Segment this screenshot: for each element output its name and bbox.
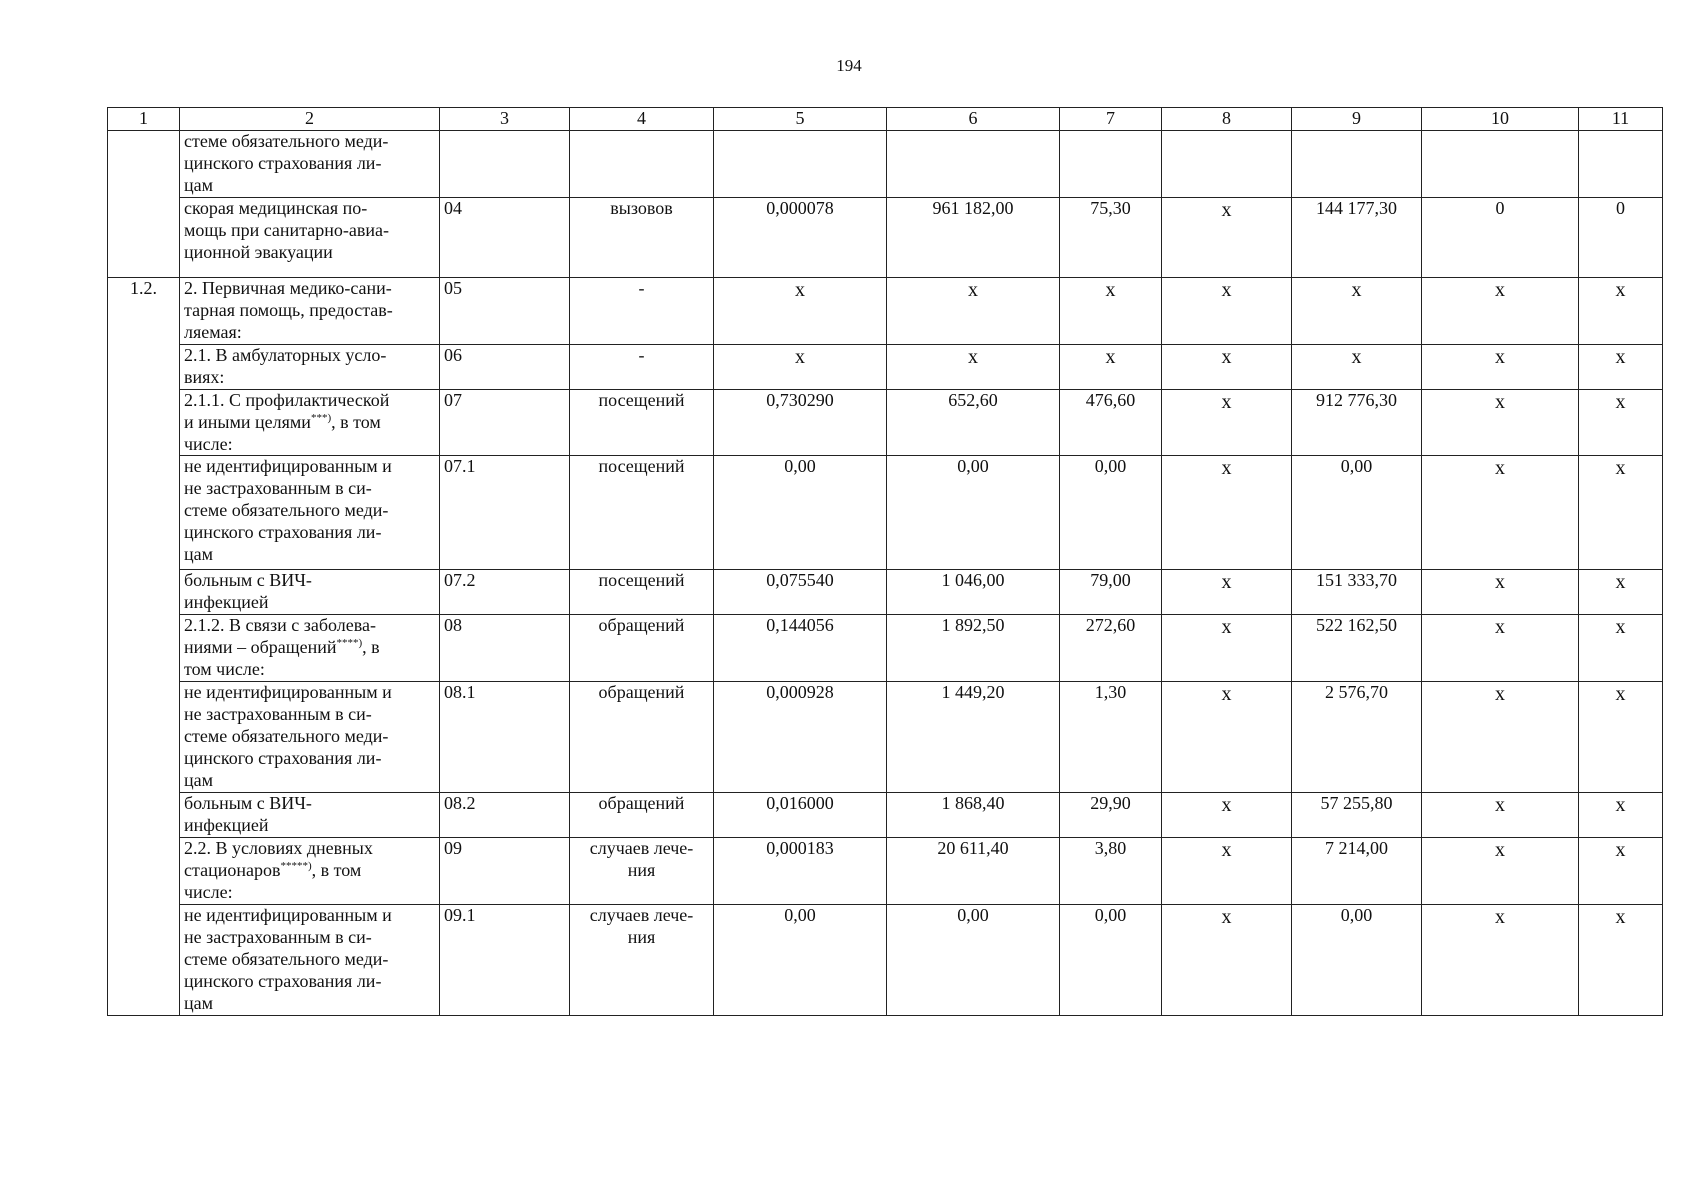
value-cell-col-8: х	[1162, 793, 1292, 838]
section-number-cell: 1.2.	[108, 277, 180, 1015]
value-cell-col-7: 3,80	[1060, 837, 1162, 904]
value-cell-col-7: 0,00	[1060, 904, 1162, 1015]
value-cell-col-11: х	[1579, 793, 1663, 838]
row-code-cell: 08	[440, 615, 570, 682]
value-cell-col-11: х	[1579, 837, 1663, 904]
value-cell-col-8: х	[1162, 344, 1292, 389]
row-unit-cell: случаев лече- ния	[570, 904, 714, 1015]
value-cell-col-6: 961 182,00	[887, 197, 1060, 277]
table-row	[108, 456, 1663, 570]
value-cell-col-8: х	[1162, 570, 1292, 615]
value-cell-col-6: 20 611,40	[887, 837, 1060, 904]
table-body	[108, 131, 1663, 1016]
value-cell-col-6: 0,00	[887, 904, 1060, 1015]
value-cell-col-5: 0,730290	[714, 389, 887, 456]
value-cell-col-7: 476,60	[1060, 389, 1162, 456]
row-name-cell: не идентифицированным и не застрахованным в си- стеме обязательного меди- цинского страхования ли- цам	[180, 904, 440, 1015]
value-cell-col-9: 151 333,70	[1292, 570, 1422, 615]
value-cell-col-7: 79,00	[1060, 570, 1162, 615]
column-header: 7	[1060, 108, 1162, 131]
value-cell-col-10: х	[1422, 793, 1579, 838]
row-unit-cell: посещений	[570, 456, 714, 570]
value-cell-col-11: х	[1579, 615, 1663, 682]
value-cell-col-10: 0	[1422, 197, 1579, 277]
value-cell-col-7: 29,90	[1060, 793, 1162, 838]
row-unit-cell: посещений	[570, 389, 714, 456]
value-cell-col-8: х	[1162, 456, 1292, 570]
row-unit-cell: обращений	[570, 793, 714, 838]
value-cell-col-5: 0,00	[714, 456, 887, 570]
value-cell-col-10: х	[1422, 277, 1579, 344]
column-header: 11	[1579, 108, 1663, 131]
row-name-cell: 2.1.1. С профилактической и иными целями***), в том числе:	[180, 389, 440, 456]
value-cell-col-10: х	[1422, 904, 1579, 1015]
value-cell-col-11: 0	[1579, 197, 1663, 277]
row-name-cell: 2.2. В условиях дневных стационаров*****), в том числе:	[180, 837, 440, 904]
value-cell-col-9: 522 162,50	[1292, 615, 1422, 682]
value-cell-col-7: 1,30	[1060, 682, 1162, 793]
value-cell-col-9: 2 576,70	[1292, 682, 1422, 793]
row-unit-cell: обращений	[570, 682, 714, 793]
table-row	[108, 904, 1663, 1015]
value-cell-col-5	[714, 131, 887, 198]
value-cell-col-8: х	[1162, 197, 1292, 277]
table-row	[108, 344, 1663, 389]
value-cell-col-10: х	[1422, 570, 1579, 615]
value-cell-col-8: х	[1162, 837, 1292, 904]
column-header: 5	[714, 108, 887, 131]
row-name-cell: скорая медицинская по- мощь при санитарно-авиа- ционной эвакуации	[180, 197, 440, 277]
value-cell-col-11	[1579, 131, 1663, 198]
value-cell-col-5: 0,016000	[714, 793, 887, 838]
value-cell-col-9: 0,00	[1292, 456, 1422, 570]
row-name-cell: больным с ВИЧ- инфекцией	[180, 570, 440, 615]
value-cell-col-5: 0,000078	[714, 197, 887, 277]
row-code-cell: 06	[440, 344, 570, 389]
row-unit-cell: обращений	[570, 615, 714, 682]
value-cell-col-5: 0,144056	[714, 615, 887, 682]
value-cell-col-6: 652,60	[887, 389, 1060, 456]
row-code-cell: 07.2	[440, 570, 570, 615]
value-cell-col-8: х	[1162, 277, 1292, 344]
value-cell-col-11: х	[1579, 389, 1663, 456]
table-row	[108, 389, 1663, 456]
row-code-cell: 08.2	[440, 793, 570, 838]
row-name-cell: 2.1. В амбулаторных усло- виях:	[180, 344, 440, 389]
section-number-cell	[108, 131, 180, 278]
value-cell-col-10: х	[1422, 682, 1579, 793]
row-code-cell: 09.1	[440, 904, 570, 1015]
table-row	[108, 837, 1663, 904]
value-cell-col-5: 0,000928	[714, 682, 887, 793]
row-code-cell: 09	[440, 837, 570, 904]
row-name-cell: стеме обязательного меди- цинского страхования ли- цам	[180, 131, 440, 198]
row-unit-cell: посещений	[570, 570, 714, 615]
value-cell-col-6: х	[887, 277, 1060, 344]
value-cell-col-7: х	[1060, 277, 1162, 344]
value-cell-col-9: х	[1292, 344, 1422, 389]
data-table	[107, 107, 1663, 1016]
value-cell-col-5: х	[714, 344, 887, 389]
row-name-cell: не идентифицированным и не застрахованным в си- стеме обязательного меди- цинского страхования ли- цам	[180, 456, 440, 570]
value-cell-col-9: 0,00	[1292, 904, 1422, 1015]
value-cell-col-11: х	[1579, 344, 1663, 389]
value-cell-col-10: х	[1422, 344, 1579, 389]
value-cell-col-10	[1422, 131, 1579, 198]
value-cell-col-11: х	[1579, 456, 1663, 570]
value-cell-col-5: 0,000183	[714, 837, 887, 904]
row-unit-cell	[570, 131, 714, 198]
value-cell-col-7	[1060, 131, 1162, 198]
row-code-cell: 04	[440, 197, 570, 277]
value-cell-col-10: х	[1422, 615, 1579, 682]
value-cell-col-7: 272,60	[1060, 615, 1162, 682]
row-code-cell: 05	[440, 277, 570, 344]
value-cell-col-11: х	[1579, 682, 1663, 793]
value-cell-col-6: 1 046,00	[887, 570, 1060, 615]
column-header: 4	[570, 108, 714, 131]
value-cell-col-7: х	[1060, 344, 1162, 389]
value-cell-col-9: 57 255,80	[1292, 793, 1422, 838]
row-name-cell: больным с ВИЧ- инфекцией	[180, 793, 440, 838]
value-cell-col-6: 1 449,20	[887, 682, 1060, 793]
row-unit-cell: случаев лече- ния	[570, 837, 714, 904]
row-code-cell: 07	[440, 389, 570, 456]
value-cell-col-7: 0,00	[1060, 456, 1162, 570]
table-row	[108, 793, 1663, 838]
value-cell-col-9	[1292, 131, 1422, 198]
table-header	[108, 108, 1663, 131]
value-cell-col-8: х	[1162, 389, 1292, 456]
value-cell-col-10: х	[1422, 389, 1579, 456]
value-cell-col-10: х	[1422, 837, 1579, 904]
value-cell-col-5: х	[714, 277, 887, 344]
value-cell-col-5: 0,00	[714, 904, 887, 1015]
value-cell-col-9: 144 177,30	[1292, 197, 1422, 277]
column-header: 10	[1422, 108, 1579, 131]
value-cell-col-6: 1 868,40	[887, 793, 1060, 838]
value-cell-col-10: х	[1422, 456, 1579, 570]
header-row	[108, 108, 1663, 131]
value-cell-col-6: 1 892,50	[887, 615, 1060, 682]
row-unit-cell: -	[570, 277, 714, 344]
column-header: 2	[180, 108, 440, 131]
value-cell-col-9: х	[1292, 277, 1422, 344]
value-cell-col-9: 912 776,30	[1292, 389, 1422, 456]
value-cell-col-8: х	[1162, 682, 1292, 793]
value-cell-col-8: х	[1162, 904, 1292, 1015]
row-code-cell: 07.1	[440, 456, 570, 570]
row-unit-cell: вызовов	[570, 197, 714, 277]
table-row	[108, 615, 1663, 682]
row-unit-cell: -	[570, 344, 714, 389]
column-header: 3	[440, 108, 570, 131]
column-header: 9	[1292, 108, 1422, 131]
table-row	[108, 277, 1663, 344]
value-cell-col-11: х	[1579, 904, 1663, 1015]
value-cell-col-8	[1162, 131, 1292, 198]
value-cell-col-6: 0,00	[887, 456, 1060, 570]
row-name-cell: не идентифицированным и не застрахованным в си- стеме обязательного меди- цинского страхования ли- цам	[180, 682, 440, 793]
page-number: 194	[836, 56, 862, 75]
row-name-cell: 2. Первичная медико-сани- тарная помощь, предостав- ляемая:	[180, 277, 440, 344]
table-row	[108, 570, 1663, 615]
table-row	[108, 131, 1663, 198]
column-header: 6	[887, 108, 1060, 131]
value-cell-col-8: х	[1162, 615, 1292, 682]
row-name-cell: 2.1.2. В связи с заболева- ниями – обращений****), в том числе:	[180, 615, 440, 682]
column-header: 8	[1162, 108, 1292, 131]
value-cell-col-7: 75,30	[1060, 197, 1162, 277]
value-cell-col-6: х	[887, 344, 1060, 389]
value-cell-col-5: 0,075540	[714, 570, 887, 615]
value-cell-col-11: х	[1579, 277, 1663, 344]
value-cell-col-6	[887, 131, 1060, 198]
value-cell-col-11: х	[1579, 570, 1663, 615]
row-code-cell	[440, 131, 570, 198]
table-row	[108, 682, 1663, 793]
table-row	[108, 197, 1663, 277]
row-code-cell: 08.1	[440, 682, 570, 793]
value-cell-col-9: 7 214,00	[1292, 837, 1422, 904]
column-header: 1	[108, 108, 180, 131]
